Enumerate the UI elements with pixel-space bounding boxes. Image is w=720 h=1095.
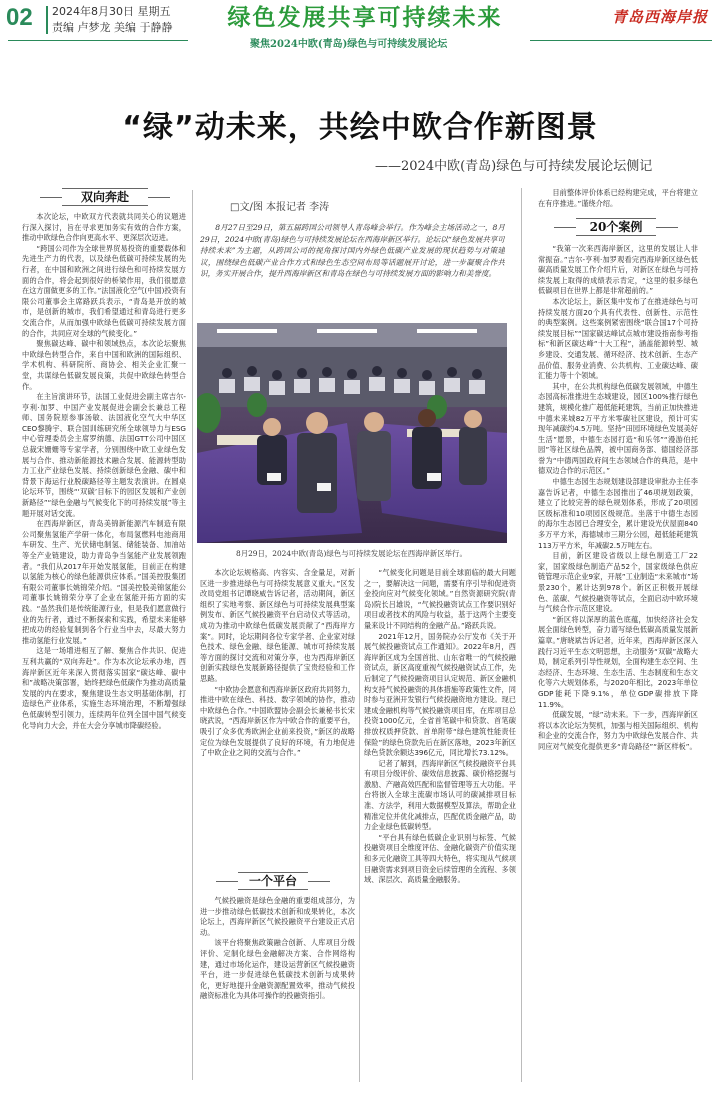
forum-photo (197, 323, 507, 543)
paragraph: “中欧协会愿意和西海岸新区政府共同努力，推进中欧在绿色、科技、数字领域的协作，推动中欧绿色合作。”中国欧盟协会副会长兼秘书长宋晓武说，“西海岸新区作为中欧合作的重要平台，吸引了众多优秀欧洲企业前来投资，”新区的战略定位为绿色发展提供了良好的环境，有力地促进了中欧企业之间的交流与合作。” (200, 684, 355, 758)
paragraph: “跨国公司作为全球世界贸易投资的重要载体和先进生产力的代表，以及绿色低碳可持续发展的先行者，在中国和欧洲之间进行绿色和可持续发展方面的合作，将会起到很好的桥梁作用，我们很愿意在这方面做更多的工作。”法国液化空气(中国)投资有限公司董事会主席路跃兵表示，“青岛是开放的城市，是创新的城市，我们希望通过和青岛进行更多交流合作，从而加强中欧绿色低碳可持续发展方面的合作，共同应对全球的气候变化。” (22, 243, 186, 338)
paragraph: 本次论坛上，新区集中发布了在推进绿色与可持续发展方面20个具有代表性、创新性、示范性的典型案例。这些案例紧密围绕“联合国17个可持续发展目标”“国家碳达峰试点城市建设指南参考指标”和新区碳达峰“十大工程”，涵盖能源转型、城乡建设、交通发展、循环经济、技术创新、生态产品价值、服务业消费、公共机构、工业碳达峰、碳汇能力等十个领域。 (538, 296, 698, 381)
paragraph: “新区将以深厚的蓝色底蕴，加快经济社会发展全面绿色转型，奋力谱写绿色低碳高质量发展新篇章。”唐晓斌告诉记者，近年来，西海岸新区深入践行习近平生态文明思想，主动服务“双碳”战略大局，制定系列引导性规划，全面构建生态空间、生态经济、生态环境、生态生活、生态制度和生态文化等六大规划体系，与2020年相比，2023年单位GDP能耗下降9.1%，单位GDP碳排放下降11.9%。 (538, 614, 698, 709)
paragraph: 在主旨演讲环节，法国工业促进会副主席吉尔-亨利·加罗、中国产业发展促进会副会长兼总工程师、国务院原参事汤敏、法国液化空气大中华区CEO黎腾宇、联合国训练研究所全球领导力与ESG中心管理委员会主席罗纳德、法国GTT公司中国区总裁宋姗姗等专家学者，分别围绕中欧工业绿色发展与合作、推动新能源技术融合发展、能源转型助力工业产业绿色发展、持续创新绿色金融、碳中和背景下海运行业脱碳路径等主题发表演讲。在圆桌论坛环节，围绕“‘双碳’目标下的园区发展和产业创新路径”“绿色金融与气候变化下的可持续发展”等主题开展对话交流。 (22, 392, 186, 518)
date-line: 2024年8月30日 星期五 (52, 5, 171, 18)
paragraph: 2021年12月，国务院办公厅发布《关于开展气候投融资试点工作通知》。2022年8月，西海岸新区成为全国首批、山东省唯一的气候投融资试点，新区高度重视气候投融资试点工作，先后制定了气候投融资项目认定规范、新区金融机构支持气候投融资的具体措施等政策性文件，同时参与亚洲开发银行气候投融资地方建设。现已建成金融机构等气候投融资项目库，在库项目总投资1000亿元，全省首笔碳中和贷款、首笔碳排放权质押贷款、首单附带“绿色建筑性能责任保险”的绿色贷款先后在新区落地，2023年新区绿色贷款余额达396亿元，同比增长73.12%。 (364, 631, 516, 758)
column-divider (192, 190, 193, 1080)
article-lead (200, 222, 505, 280)
paragraph: 气候投融资是绿色金融的重要组成部分，为进一步推动绿色低碳技术创新和成果转化，本次论坛上，西海岸新区气候投融资平台建设正式启动。 (200, 896, 355, 937)
header-rule-left (8, 40, 188, 41)
paragraph: “气候变化问题是目前全球面临的最大问题之一，要解决这一问题，需要有序引导和促进资金投向应对气候变化领域。”自然资源研究院(青岛)院长吕雄说，“气候投融资试点工作要识别好项目或者技术的风险与收益，基于这两个主要变量来设计不同结构的金融产品。”路跃兵说。 (364, 568, 516, 630)
paragraph: 该平台将聚焦政策融合创新、人库项目分级评价、定制化绿色金融解决方案、合作网络构建，通过市场化运作，建设运营新区气候投融资平台，进一步促进绿色低碳技术创新与成果转化，更好地提升金融资源配置效率，推动气候投融资标准化为具体可操作的投融资指引。 (200, 938, 355, 1001)
editor-line: 责编 卢梦龙 美编 于静静 (52, 21, 173, 34)
column-1 (22, 212, 186, 1082)
paragraph: 中德生态园生态规划建设部建设审批办主任李嘉告诉记者，中德生态园推出了46项规划政策，建立了比较完善的绿色规划体系，形成了20项园区级标准和10项园区级规范。坐落于中德生态园的海尔生态园已合理安全，累计建设光伏屋面840多万平方米，海德城市三期分公园，超低能耗建筑113万平方米，年减碳2.5万吨左右。 (538, 477, 698, 550)
article-byline: □文/图 本报记者 李涛 (230, 202, 330, 213)
paragraph: 聚焦碳达峰、碳中和领域热点，本次论坛聚焦中欧绿色转型合作，来自中国和欧洲的国际组织、学术机构、科研院所、商协会、相关企业汇聚一堂，共谋绿色低碳发展良策，共促中欧绿色转型合作。 (22, 339, 186, 391)
column-3 (364, 568, 516, 1082)
column-2 (200, 568, 355, 868)
paragraph: 本次论坛规格高、内容实、含金量足，对新区进一步推进绿色与可持续发展意义重大。”区发改局党组书记谭晓威告诉记者，活动期间，新区组织了实地考察、新区绿色与可持续发展典型案例发布、新区气候投融资平台启动仪式等活动，成功为推动中欧绿色低碳发展贡献了“西海岸方案”。同时，论坛期间各位专家学者、企业家对绿色技术、绿色金融、绿色能源、城市可持续发展等方面的探讨交流和对策分享，也为西海岸新区创新实践绿色发展新路径提供了宝贵经验和工作思路。 (200, 568, 355, 683)
forum-photo-image (197, 323, 507, 543)
section-label-one-platform: 一个平台 (238, 872, 308, 890)
paragraph: 低碳发展，“绿”动未来。下一步，西海岸新区将以本次论坛为契机，加强与相关国际组织、机构和企业的交流合作，努力为中欧绿色发展合作、共同应对气候变化提供更多“青岛路径”“新区样板”。 (538, 710, 698, 751)
header-rule-right (530, 40, 712, 41)
article-headline: “绿”动未来，共绘中欧合作新图景 (122, 110, 598, 145)
paragraph: 目前整体评价体系已经构建完成，平台将建立在有序推进。”谨绕介绍。 (538, 188, 698, 208)
section-subtitle: 聚焦2024中欧(青岛)绿色与可持续发展论坛 (250, 39, 448, 50)
column-divider (521, 188, 522, 1082)
photo-caption: 8月29日，2024中欧(青岛)绿色与可持续发展论坛在西海岸新区举行。 (236, 549, 467, 558)
section-label-two-way: 双向奔赴 (62, 188, 148, 206)
paragraph: 这是一场增进相互了解、聚焦合作共识、促进互利共赢的“双向奔赴”。作为本次论坛承办地，西海岸新区近年来深入贯彻落实国家“碳达峰、碳中和”战略决策部署，始终把绿色低碳作为推动高质量发展的内在要求，聚焦建设生态文明基础体制，打造绿色产业体系，实施生态环境治理，不断增强绿色低碳转型引领力，连续两年位列全国中国气候变化导向力大会，并在大会分享城市降碳经验。 (22, 646, 186, 730)
section-title: 绿色发展共享可持续未来 (227, 5, 503, 31)
paragraph: “我第一次来西海岸新区，这里的发展让人非常振奋。”吉尔-亨利·加罗观看完西海岸新区绿色低碳高质量发展工作介绍片后，对新区在绿色与可持续发展上取得的成绩表示肯定，“这里的很多绿色低碳项目在世界上都是非常超前的。” (538, 244, 698, 296)
column-4-top (538, 188, 698, 210)
column-4 (538, 244, 698, 1082)
lead-paragraph: 8月27日至29日，第五届跨国公司领导人青岛峰会举行。作为峰会主场活动之一，8月29日，2024中欧(青岛)绿色与可持续发展论坛在西海岸新区举行。论坛以“绿色发展共享可持续未来”为主题，从跨国公司的视角探讨国内外绿色低碳产业发展的现状趋势与对策建议，围绕绿色低碳产业合作方式和绿色生态空间布局等话题展开讨论，进一步凝聚合作共识，务实开展合作，提升西海岸新区和青岛在绿色与可持续发展方面的影响力和美誉度。 (200, 223, 505, 279)
masthead (0, 0, 720, 54)
page-number: 02 (6, 4, 33, 31)
paragraph: 在西海岸新区，青岛美锦新能源汽车制造有限公司聚焦氢能产学研一体化，布局氢燃料电池商用车研发、生产、光伏储电制氢、储能装备、加油站等全产业链建设，助力青岛争当氢能产业发展领跑者。“我们从2017年开始发展氢能，目前正在构建以氢能为核心的绿色能源供应体系。”国美控股集团有限公司董事长姚锦荣介绍。“国美控股美锦氢能公司董事长姚锦荣分享了企业在氢能开拓方面的实践。“虽然我们是传统能源行业，但是我们愿意做行业的先行者，通过不断探索和实践，希望未来能够把成功的经验复制到各个行业当中去，尽最大努力推动氢能行业发展。” (22, 519, 186, 645)
column-2b (200, 896, 355, 1082)
paragraph: “平台具有绿色低碳企业识别与标签、气候投融资项目全维度评估、金融化碳资产价值实现和多元化融资工具等四大特色，将实现从气候项目融资需求到项目资金后续管理的全流程、多领域、深层次、高质量金融服务。 (364, 832, 516, 885)
paragraph: 本次论坛，中欧双方代表就共同关心的议题进行深入探讨，旨在寻求更加务实有效的合作方案，推动中欧绿色合作向更高水平、更深层次迈进。 (22, 212, 186, 243)
paragraph: 目前，新区建设省级以上绿色制造工厂22家，国家级绿色制造产品52个，国家级绿色供应链管理示范企业9家，开展”工业制造“未来城市”场景230个，累计达到978个。新区正积极开展绿色、蓝碳、气候投融资等试点，全面启动中欧环境与气候合作示范区建设。 (538, 551, 698, 614)
article-subhead: ——2024中欧(青岛)绿色与可持续发展论坛侧记 (375, 159, 653, 174)
newspaper-logo: 青岛西海岸报 (612, 8, 709, 26)
column-divider (359, 568, 360, 1082)
page-number-divider (46, 6, 48, 34)
paragraph: 其中，在公共机构绿色低碳发展领域，中德生态园高标准推进生态城建设，园区100%推行绿色建筑，规模化推广超低能耗建筑，当前正加快推进中德未来城82万平方米零碳社区建设，预计可实现年减碳约4.5万吨。坚持“田园环境绿色发展美好生活”愿景，中德生态园打造“和乐邻”“漫游伯托园”等社区绿色品牌，被中国商务部、德国经济部誉为“中德两国政府间生态领域合作的典范，是中德双边合作的示范区。” (538, 381, 698, 476)
paragraph: 记者了解到，西海岸新区气候投融资平台具有项目分级评价、碳效信息披露、碳价格挖掘与激励、产融高效匹配和监督管理等五大功能。平台将嵌入全球主流碳市场认可的碳减排项目标准、方法学，利用大数据模型及算法，帮助企业精准定位并优化减排点，匹配优质金融产品，助力企业绿色低碳转型。 (364, 758, 516, 832)
section-label-twenty-cases: 20个案例 (576, 218, 656, 236)
